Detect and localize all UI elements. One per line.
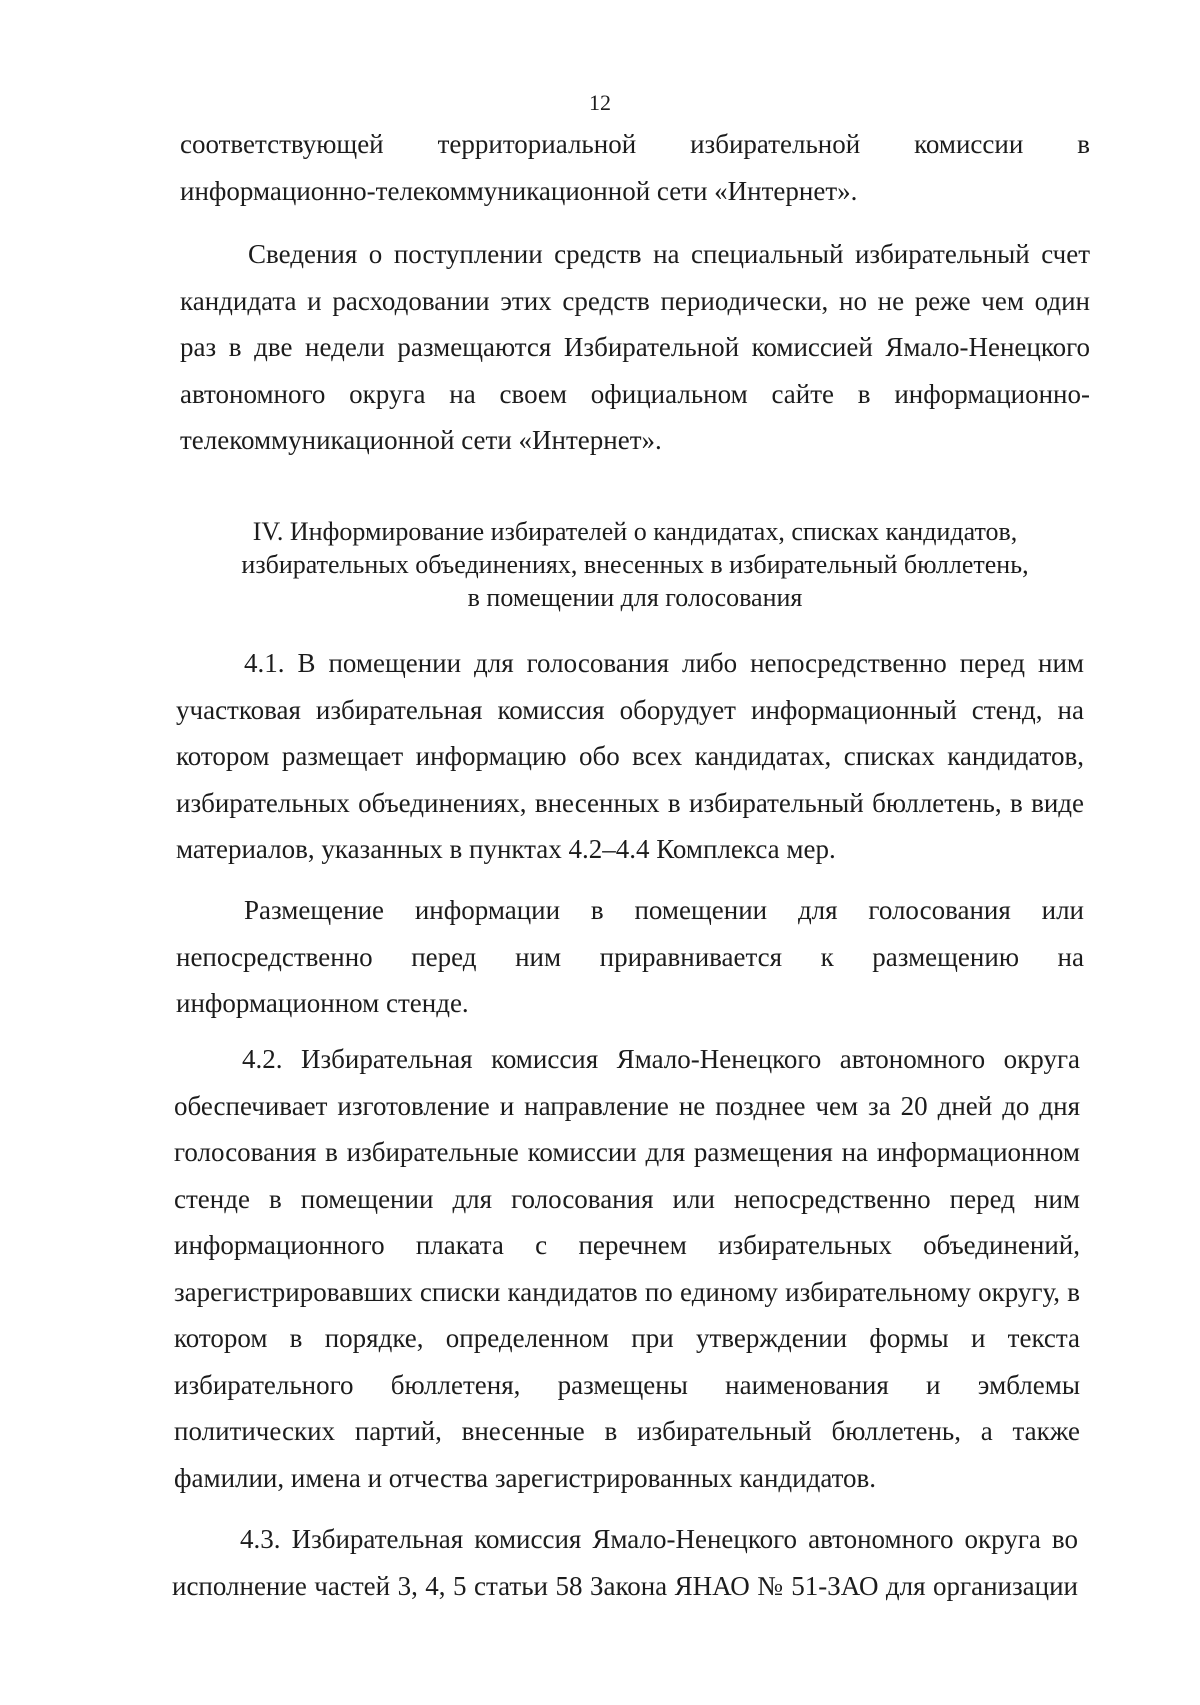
- text-line: участковая избирательная комиссия оборудует информационный стенд, на: [176, 694, 1084, 725]
- text-line: информационного плаката с перечнем избирательных объединений,: [174, 1230, 1080, 1260]
- text-line: котором в порядке, определенном при утверждении формы и текста: [174, 1323, 1080, 1353]
- page-number: 12: [589, 90, 611, 115]
- text-line: 4.3. Избирательная комиссия Ямало-Ненецкого автономного округа во: [240, 1524, 1078, 1554]
- text-line: 4.2. Избирательная комиссия Ямало-Ненецкого автономного округа: [242, 1044, 1080, 1074]
- text-line: материалов, указанных в пунктах 4.2–4.4 Комплекса мер.: [176, 834, 836, 864]
- heading-line: избирательных объединениях, внесенных в избирательный бюллетень,: [241, 550, 1029, 579]
- text-line: зарегистрировавших списки кандидатов по единому избирательному округу, в: [174, 1276, 1080, 1307]
- text-line: избирательных объединениях, внесенных в избирательный бюллетень, в виде: [176, 787, 1084, 818]
- text-line: автономного округа на своем официальном сайте в информационно-: [180, 378, 1090, 409]
- section-heading: [180, 515, 1090, 614]
- paragraph-funds-info: [180, 231, 1090, 464]
- text-line: обеспечивает изготовление и направление не позднее чем за 20 дней до дня: [174, 1090, 1080, 1121]
- text-line: кандидата и расходовании этих средств периодически, но не реже чем один: [180, 285, 1090, 316]
- paragraph-4-3: [172, 1516, 1078, 1609]
- text-line: фамилии, имена и отчества зарегистрированных кандидатов.: [174, 1462, 877, 1493]
- text-line: соответствующей территориальной избирательной комиссии в: [180, 129, 1090, 159]
- paragraph-4-2: [174, 1036, 1080, 1501]
- text-line: 4.1. В помещении для голосования либо непосредственно перед ним: [244, 648, 1084, 678]
- heading-line: в помещении для голосования: [467, 583, 803, 612]
- text-line: информационном стенде.: [176, 988, 469, 1018]
- text-line: котором размещает информацию обо всех кандидатах, списках кандидатов,: [176, 741, 1084, 771]
- paragraph-4-1-placement: [176, 887, 1084, 1027]
- text-line: Размещение информации в помещении для голосования или: [244, 895, 1084, 925]
- text-line: непосредственно перед ним приравнивается к размещению на: [176, 941, 1084, 972]
- text-line: политических партий, внесенные в избирательный бюллетень, а также: [174, 1416, 1080, 1446]
- text-line: стенде в помещении для голосования или непосредственно перед ним: [174, 1183, 1080, 1214]
- text-line: исполнение частей 3, 4, 5 статьи 58 Закона ЯНАО № 51-ЗАО для организации: [172, 1570, 1078, 1601]
- text-line: раз в две недели размещаются Избирательной комиссией Ямало-Ненецкого: [180, 332, 1090, 362]
- paragraph-4-1: [176, 640, 1084, 873]
- text-line: Сведения о поступлении средств на специальный избирательный счет: [248, 239, 1090, 269]
- text-line: избирательного бюллетеня, размещены наименования и эмблемы: [174, 1369, 1080, 1400]
- heading-line: IV. Информирование избирателей о кандидатах, списках кандидатов,: [252, 517, 1018, 546]
- text-line: голосования в избирательные комиссии для размещения на информационном: [174, 1137, 1080, 1167]
- text-line: информационно-телекоммуникационной сети «Интернет».: [180, 175, 858, 206]
- paragraph-continuation: [180, 121, 1090, 214]
- text-line: телекоммуникационной сети «Интернет».: [180, 425, 662, 455]
